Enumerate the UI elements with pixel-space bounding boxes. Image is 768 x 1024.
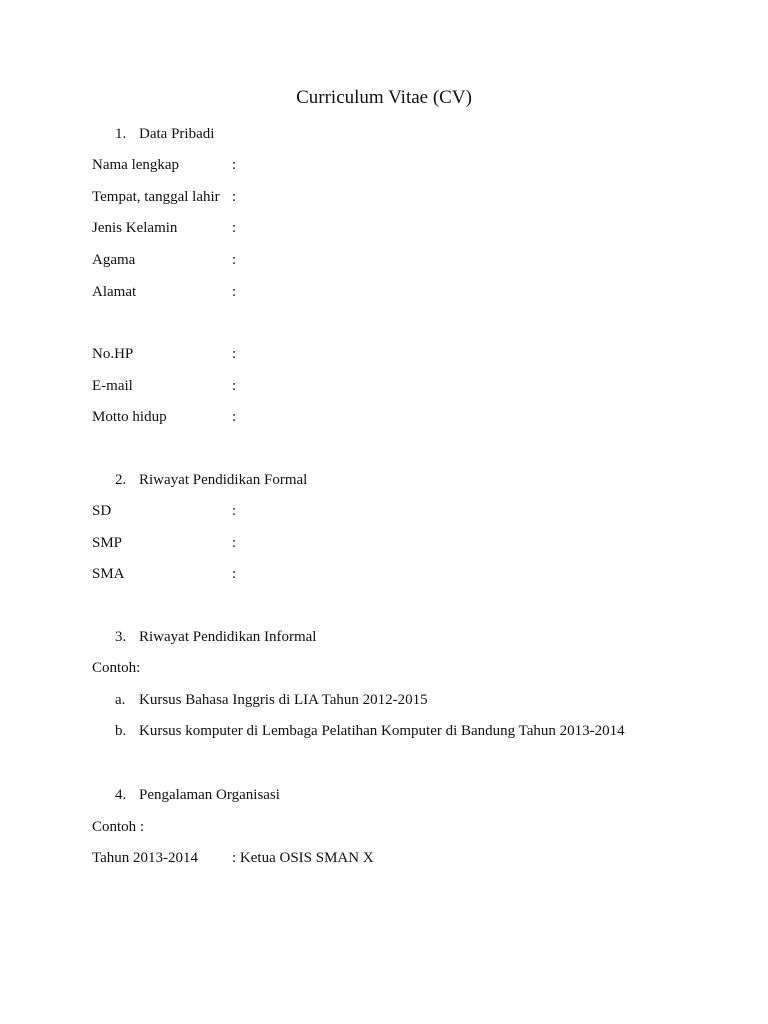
field-colon: : xyxy=(232,566,237,582)
field-label-sd: SD xyxy=(92,503,112,519)
field-label-agama: Agama xyxy=(92,252,136,268)
section-heading-data-pribadi: Data Pribadi xyxy=(139,126,215,142)
list-item: Kursus Bahasa Inggris di LIA Tahun 2012-2015 xyxy=(139,692,428,708)
field-label-sma: SMA xyxy=(92,566,125,582)
list-item: Kursus komputer di Lembaga Pelatihan Komputer di Bandung Tahun 2013-2014 xyxy=(139,723,625,739)
field-colon: : xyxy=(232,157,237,173)
field-label-jenis-kelamin: Jenis Kelamin xyxy=(92,220,178,236)
section-number: 3. xyxy=(115,629,127,645)
field-label-motto-hidup: Motto hidup xyxy=(92,409,167,425)
field-colon: : xyxy=(232,346,237,362)
list-marker: b. xyxy=(115,723,127,739)
section-number: 1. xyxy=(115,126,127,142)
list-marker: a. xyxy=(115,692,126,708)
field-label-e-mail: E-mail xyxy=(92,378,133,394)
section-number: 2. xyxy=(115,472,127,488)
section-number: 4. xyxy=(115,787,127,803)
field-colon: : xyxy=(232,252,237,268)
field-label-nama-lengkap: Nama lengkap xyxy=(92,157,180,173)
section-heading-riwayat-pendidikan-formal: Riwayat Pendidikan Formal xyxy=(139,472,308,488)
field-colon: : xyxy=(232,409,237,425)
org-entry-year: Tahun 2013-2014 xyxy=(92,850,199,866)
section-heading-pengalaman-organisasi: Pengalaman Organisasi xyxy=(139,787,280,803)
field-colon: : xyxy=(232,220,237,236)
example-label: Contoh : xyxy=(92,819,145,835)
field-label-tempat-tanggal-lahir: Tempat, tanggal lahir xyxy=(92,189,220,205)
field-colon: : xyxy=(232,189,237,205)
field-colon: : xyxy=(232,378,237,394)
example-label: Contoh: xyxy=(92,660,141,676)
field-colon: : xyxy=(232,535,237,551)
section-heading-riwayat-pendidikan-informal: Riwayat Pendidikan Informal xyxy=(139,629,317,645)
org-entry-role: : Ketua OSIS SMAN X xyxy=(232,850,374,866)
field-label-no-hp: No.HP xyxy=(92,346,134,362)
field-colon: : xyxy=(232,284,237,300)
field-colon: : xyxy=(232,503,237,519)
page-title: Curriculum Vitae (CV) xyxy=(296,87,472,108)
field-label-alamat: Alamat xyxy=(92,284,137,300)
field-label-smp: SMP xyxy=(92,535,123,551)
